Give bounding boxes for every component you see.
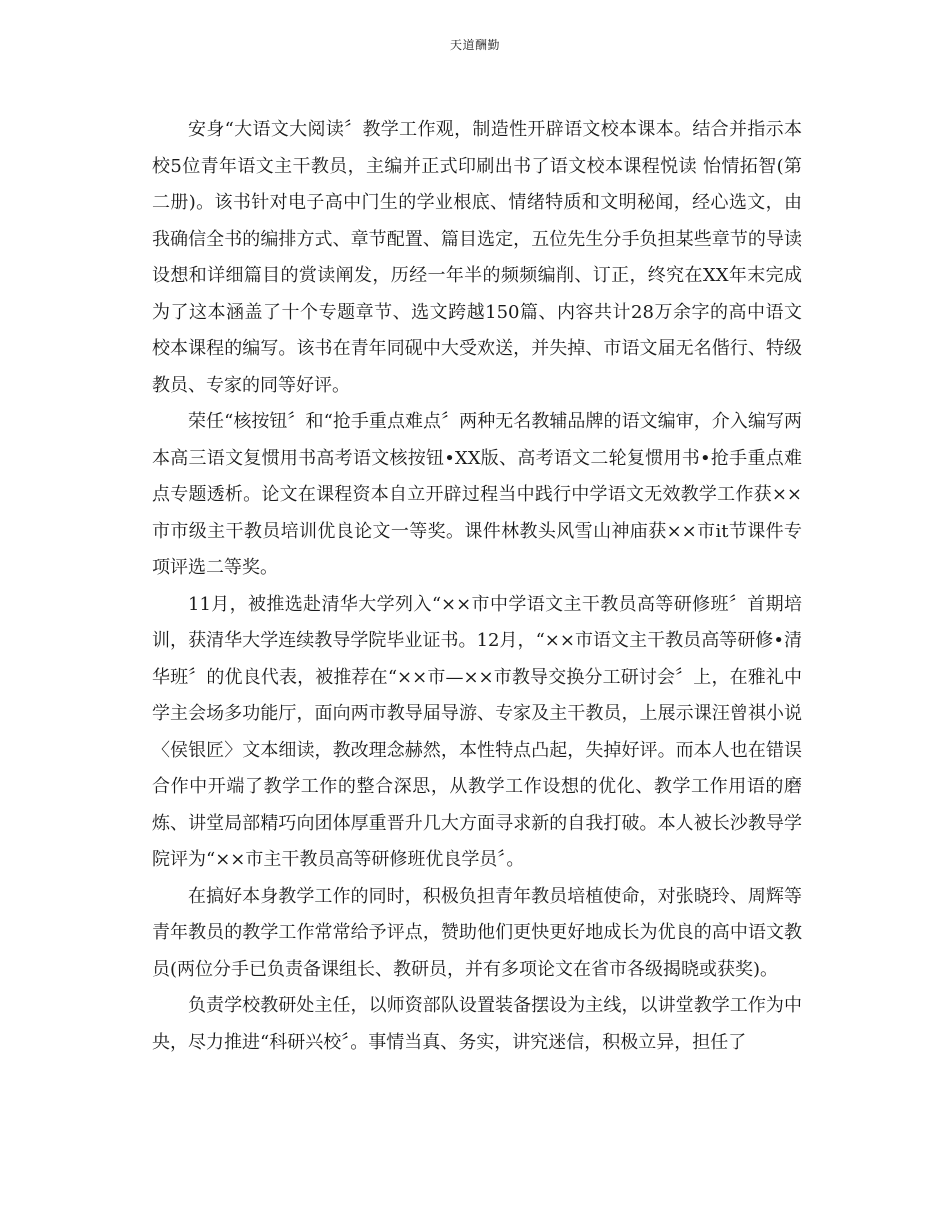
document-body (152, 112, 802, 1061)
paragraph: 负责学校教研处主任，以师资部队设置装备摆设为主线，以讲堂教学工作为中央，尽力推进“科研兴校〞。事情当真、务实，讲究迷信，积极立异，担任了 (152, 995, 802, 1053)
paragraph: 荣任“核按钮〞和“抢手重点难点〞两种无名教辅品牌的语文编审，介入编写两本高三语文复惯用书高考语文核按钮•XX版、高考语文二轮复惯用书•抢手重点难点专题透析。论文在课程资本自立开辟过程当中践行中学语文无效教学工作获××市市级主干教员培训优良论文一等奖。课件林教头风雪山神庙获××市it节课件专项评选二等奖。 (152, 411, 802, 578)
paragraph: 安身“大语文大阅读〞教学工作观，制造性开辟语文校本课本。结合并指示本校5位青年语文主干教员，主编并正式印刷出书了语文校本课程悦读 怡情拓智(第二册)。该书针对电子高中门生的学业根底、情绪特质和文明秘闻，经心选文，由我确信全书的编排方式、章节配置、篇目选定，五位先生分手负担某些章节的导读设想和详细篇目的赏读阐发，历经一年半的频频编削、订正，终究在XX年末完成为了这本涵盖了十个专题章节、选文跨越150篇、内容共计28万余字的高中语文校本课程的编写。该书在青年同砚中大受欢送，并失掉、市语文届无名偕行、特级教员、专家的同等好评。 (152, 119, 802, 396)
paragraph: 在搞好本身教学工作的同时，积极负担青年教员培植使命，对张晓玲、周辉等青年教员的教学工作常常给予评点，赞助他们更快更好地成长为优良的高中语文教员(两位分手已负责备课组长、教研员，并有多项论文在省市各级揭晓或获奖)。 (152, 885, 802, 980)
paragraph: 11月，被推选赴清华大学列入“××市中学语文主干教员高等研修班〞首期培训，获清华大学连续教导学院毕业证书。12月，“××市语文主干教员高等研修•清华班〞的优良代表，被推荐在“××市—××市教导交换分工研讨会〞上，在雅礼中学主会场多功能厅，面向两市教导届导游、专家及主干教员，上展示课汪曾祺小说〈侯银匠〉文本细读，教改理念赫然，本性特点凸起，失掉好评。而本人也在错误合作中开端了教学工作的整合深思，从教学工作设想的优化、教学工作用语的磨炼、讲堂局部精巧向团体厚重晋升几大方面寻求新的自我打破。本人被长沙教导学院评为“××市主干教员高等研修班优良学员〞。 (152, 593, 802, 870)
page-header: 天道酬勤 (449, 38, 500, 52)
